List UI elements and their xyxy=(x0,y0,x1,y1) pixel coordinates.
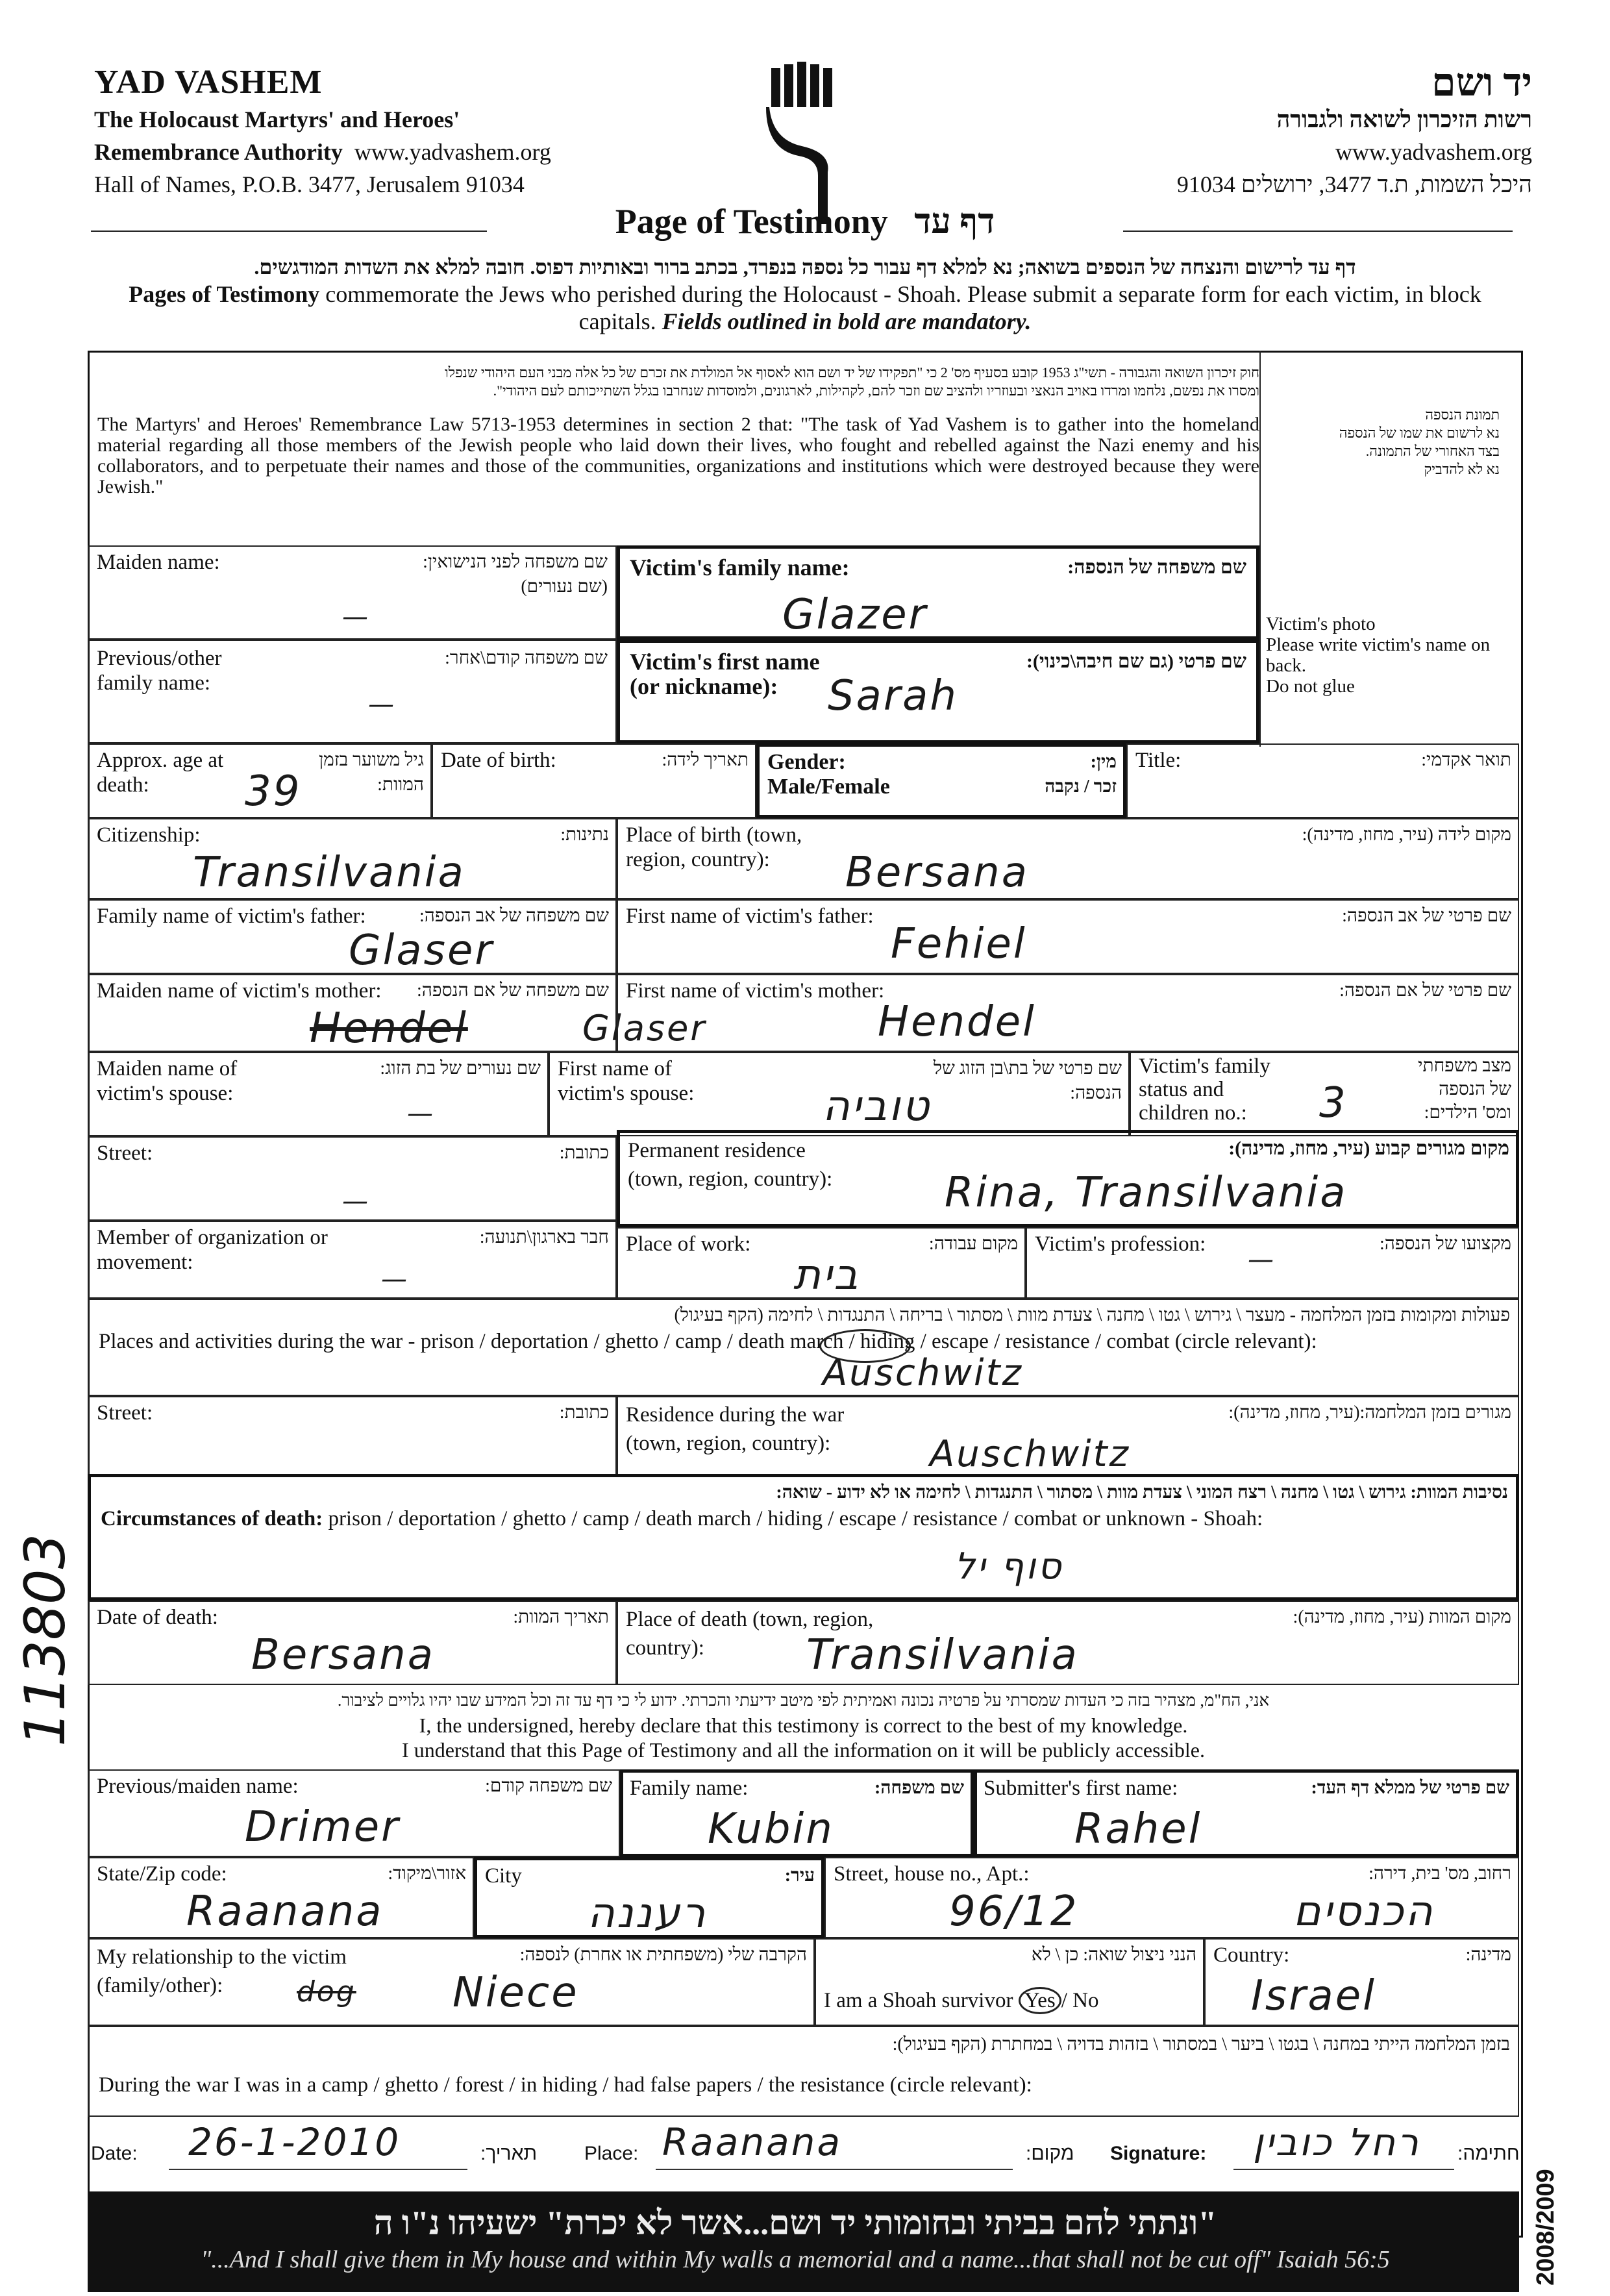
address-cell[interactable] xyxy=(824,1857,1519,1938)
mother-maiden-struck: Hendel xyxy=(310,1004,468,1053)
first-name-label: Victim's first name (or nickname): xyxy=(630,649,820,699)
circumstances-label-text: prison / deportation / ghetto / camp / death march / hiding / escape / resistance / combat or unknown - Shoah: xyxy=(323,1507,1263,1530)
profession-label-he: מקצועו של הנספה: xyxy=(1379,1234,1511,1254)
father-family-label-he: שם משפחה של אב הנספה: xyxy=(419,906,609,926)
submitter-first-label: Submitter's first name: xyxy=(984,1777,1178,1800)
death-place-value: Transilvania xyxy=(806,1631,1079,1679)
signature-label-he: חתימה: xyxy=(1457,2143,1520,2164)
declaration xyxy=(88,1688,1519,1762)
law-text xyxy=(97,364,1259,497)
header-hebrew xyxy=(1177,62,1532,201)
submitter-first-label-he: שם פרטי של ממלא דף העד: xyxy=(1311,1778,1509,1798)
maiden-name-cell[interactable] xyxy=(88,545,617,640)
dob-cell[interactable] xyxy=(432,743,756,818)
family-name-label: Victim's family name: xyxy=(630,555,850,580)
relation-label: My relationship to the victim (family/other): xyxy=(97,1945,347,1997)
date-label-he: תאריך: xyxy=(480,2143,538,2164)
work-place-label: Place of work: xyxy=(626,1232,751,1256)
submitter-first-cell[interactable] xyxy=(974,1769,1519,1857)
spouse-first-label: First name of victim's spouse: xyxy=(558,1057,695,1105)
city-label: City xyxy=(485,1864,522,1888)
year-stamp: 2008/2009 xyxy=(1532,2169,1559,2286)
zip-value: Raanana xyxy=(186,1888,384,1936)
spouse-first-value: טוביה xyxy=(823,1082,932,1130)
survivor-yes[interactable]: Yes xyxy=(1019,1987,1061,2014)
circumstances-label-bold: Circumstances of death: xyxy=(101,1507,323,1530)
activities-value: Auschwitz xyxy=(823,1352,1023,1394)
spouse-first-label-he: שם פרטי של בת\בן הזוג של הנספה: xyxy=(933,1058,1122,1103)
org-address-he: היכל השמות, ת.ד 3477, ירושלים 91034 xyxy=(1176,171,1532,197)
gender-label: Gender: Male/Female xyxy=(767,750,890,799)
age-value: 39 xyxy=(245,767,302,816)
death-date-label-he: תאריך המוות: xyxy=(513,1607,609,1627)
activities-cell[interactable] xyxy=(88,1299,1519,1396)
submitter-first-value: Rahel xyxy=(1074,1805,1202,1853)
intro-en-bold: Pages of Testimony xyxy=(129,281,320,307)
dob-label-he: תאריך לידה: xyxy=(662,750,749,770)
org-name: YAD VASHEM xyxy=(94,64,323,101)
family-name-label-he: שם משפחה של הנספה: xyxy=(1067,556,1246,578)
maiden-name-label: Maiden name: xyxy=(97,551,220,574)
place-value[interactable]: Raanana xyxy=(662,2120,842,2164)
father-family-label: Family name of victim's father: xyxy=(97,905,366,928)
page-title xyxy=(0,201,1610,242)
country-label-he: מדינה: xyxy=(1465,1945,1511,1965)
work-place-cell[interactable] xyxy=(617,1227,1026,1299)
organization-value: — xyxy=(381,1264,409,1294)
war-street-cell[interactable] xyxy=(88,1396,617,1477)
war-residence-label-he: מגורים בזמן המלחמה:(עיר, מחוז, מדינה): xyxy=(1228,1403,1511,1423)
age-label: Approx. age at death: xyxy=(97,749,224,797)
photo-instructions-he: תמונת הנספה נא לרשום את שמו של הנספה בצד האחורי של התמונה. נא לא להדביק xyxy=(1339,406,1500,477)
street-value: — xyxy=(342,1186,370,1216)
residence-cell[interactable] xyxy=(617,1130,1519,1227)
date-label: Date: xyxy=(91,2143,138,2164)
survivor-label-text: I am a Shoah survivor xyxy=(824,1989,1013,2012)
footer-quote-en: "...And I shall give them in My house and within My walls a memorial and a name...that shall not be cut off" Isaiah 56:5 xyxy=(201,2246,1390,2273)
circumstances-label xyxy=(101,1506,1263,1531)
prev-family-label: Previous/other family name: xyxy=(97,647,222,695)
address-label: Street, house no., Apt.: xyxy=(834,1862,1030,1886)
city-value: רעננה xyxy=(588,1890,708,1938)
survivor-label: I am a Shoah survivor Yes / No xyxy=(824,1988,1099,2013)
photo-instructions-en: Victim's photo Please write victim's name on back. Do not glue xyxy=(1266,614,1491,697)
submitter-family-value: Kubin xyxy=(708,1805,834,1853)
death-place-label: Place of death (town, region, country): xyxy=(626,1608,874,1660)
organization-label: Member of organization or movement: xyxy=(97,1226,328,1274)
spouse-maiden-cell[interactable] xyxy=(88,1052,549,1136)
city-label-he: עיר: xyxy=(784,1866,815,1886)
residence-value: Rina, Transilvania xyxy=(945,1169,1348,1217)
birth-place-label-he: מקום לידה (עיר, מחוז, מדינה): xyxy=(1302,825,1511,845)
relation-struck: dog xyxy=(297,1975,356,2008)
title-cell[interactable] xyxy=(1126,743,1519,818)
war-residence-label: Residence during the war (town, region, country): xyxy=(626,1403,845,1455)
header-english xyxy=(94,62,551,201)
residence-label-he: מקום מגורים קבוע (עיר, מחוז, מדינה): xyxy=(1228,1138,1509,1159)
first-name-value: Sarah xyxy=(828,672,958,720)
father-family-cell[interactable] xyxy=(88,899,617,974)
relation-cell[interactable] xyxy=(88,1938,815,2026)
circumstances-value: סוף יל xyxy=(954,1545,1063,1588)
prev-family-label-he: שם משפחה קודם\אחר: xyxy=(445,648,608,668)
war-residence-cell[interactable] xyxy=(617,1396,1519,1477)
signature-value[interactable]: רחל כובין xyxy=(1253,2120,1420,2164)
during-war-cell[interactable] xyxy=(88,2026,1519,2117)
relation-value: Niece xyxy=(452,1969,579,2017)
submitter-prev-label-he: שם משפחה קודם: xyxy=(485,1776,612,1796)
intro-en-mandatory: Fields outlined in bold are mandatory. xyxy=(662,308,1032,334)
mother-maiden-cell[interactable] xyxy=(88,974,707,1053)
title-label: Title: xyxy=(1135,749,1182,772)
footer-quote-he: "ונתתי להם בביתי ובחומותי יד ושם...אשר לא יכרת" ישעיהו נ"ו ה xyxy=(373,2205,1217,2242)
photo-divider xyxy=(1259,351,1261,747)
zip-cell[interactable] xyxy=(88,1857,474,1938)
prev-family-cell[interactable] xyxy=(88,640,617,743)
work-place-label-he: מקום עבודה: xyxy=(928,1234,1018,1254)
relation-label-he: הקרבה שלי (משפחתית או אחרת) לנספה: xyxy=(519,1945,807,1965)
declaration-he: אני, הח"מ, מצהיר בזה כי העדות שמסרתי על פרטיה נכונה ואמיתית לפי מיטב ידיעתי והכרתי. ידוע לי כי דף עד זה וכל המידע שבו יהיו גלויים לציבור. xyxy=(337,1691,1270,1710)
circumstances-label-he: נסיבות המוות: גירוש \ גטו \ מחנה \ רצח המוני \ צעדת מוות \ מסתור \ התנגדות \ לחימה או לא ידוע - שואה: xyxy=(776,1482,1508,1503)
place-label-he: מקום: xyxy=(1026,2143,1074,2164)
declaration-en-1: I, the undersigned, hereby declare that this testimony is correct to the best of my knowledge. xyxy=(419,1714,1188,1737)
title-he: דף עד xyxy=(914,202,995,241)
submitter-family-label: Family name: xyxy=(630,1777,749,1800)
birth-place-label: Place of birth (town, region, country): xyxy=(626,823,802,871)
submitter-prev-cell[interactable] xyxy=(88,1769,620,1857)
intro-en-text: commemorate the Jews who perished during the Holocaust - Shoah. Please submit a separate form for each victim, in block capitals. xyxy=(319,281,1481,334)
citizenship-label-he: נתינות: xyxy=(560,825,609,845)
dob-label: Date of birth: xyxy=(441,749,556,772)
profession-label: Victim's profession: xyxy=(1035,1232,1206,1256)
birth-place-cell[interactable] xyxy=(617,818,1519,899)
org-website-he: www.yadvashem.org xyxy=(1335,139,1532,165)
father-first-label: First name of victim's father: xyxy=(626,905,874,928)
submitter-prev-value: Drimer xyxy=(245,1803,401,1851)
mother-first-cell[interactable] xyxy=(617,974,1519,1052)
mother-first-label: First name of victim's mother: xyxy=(626,979,885,1003)
death-place-cell[interactable] xyxy=(617,1601,1519,1685)
spouse-maiden-label: Maiden name of victim's spouse: xyxy=(97,1057,238,1105)
age-cell[interactable] xyxy=(88,743,432,818)
org-line2: Remembrance Authority xyxy=(94,139,343,165)
first-name-label-he: שם פרטי (גם שם חיבה\כינוי): xyxy=(1026,651,1246,672)
org-address: Hall of Names, P.O.B. 3477, Jerusalem 91034 xyxy=(94,171,525,197)
intro xyxy=(91,253,1519,335)
survivor-cell[interactable] xyxy=(815,1938,1204,2026)
circumstances-cell[interactable] xyxy=(88,1474,1519,1601)
mother-first-label-he: שם פרטי של אם הנספה: xyxy=(1339,980,1511,1001)
submitter-prev-label: Previous/maiden name: xyxy=(97,1775,299,1798)
father-first-value: Fehiel xyxy=(891,920,1027,968)
signature-label: Signature: xyxy=(1110,2143,1207,2164)
street-cell[interactable] xyxy=(88,1136,617,1221)
address-value: 96/12 xyxy=(949,1888,1079,1936)
maiden-name-value: — xyxy=(342,602,370,632)
mother-maiden-label-he: שם משפחה של אם הנספה: xyxy=(417,980,609,1001)
submitter-family-label-he: שם משפחה: xyxy=(874,1778,964,1798)
zip-label-he: אזור\מיקוד: xyxy=(388,1864,466,1884)
first-name-cell[interactable] xyxy=(617,640,1259,743)
family-name-cell[interactable] xyxy=(617,545,1259,640)
title-label-he: תואר אקדמי: xyxy=(1421,750,1511,770)
date-value[interactable]: 26-1-2010 xyxy=(188,2120,401,2164)
place-label: Place: xyxy=(584,2143,639,2164)
death-place-label-he: מקום המוות (עיר, מחוז, מדינה): xyxy=(1293,1607,1511,1627)
org-line1-he: רשות הזיכרון לשואה ולגבורה xyxy=(1276,106,1532,132)
citizenship-label: Citizenship: xyxy=(97,823,201,847)
prev-family-value: — xyxy=(368,690,396,719)
organization-label-he: חבר בארגון\תנועה: xyxy=(479,1227,609,1247)
intro-en xyxy=(91,281,1519,335)
family-status-value: 3 xyxy=(1319,1079,1348,1127)
war-residence-value: Auschwitz xyxy=(930,1433,1130,1475)
survivor-label-he: הנני ניצול שואה: כן \ לא xyxy=(1031,1945,1196,1965)
family-name-value: Glazer xyxy=(782,591,928,639)
death-date-label: Date of death: xyxy=(97,1606,218,1629)
street-label: Street: xyxy=(97,1142,153,1165)
law-en: The Martyrs' and Heroes' Remembrance Law 5713-1953 determines in section 2 that: "The task of Yad Vashem is to gather into the homeland material regarding all those members of the Jewish people who laid down their lives, who fought and rebelled against the Nazi enemy and his collaborators, and to perpetuate their names and those of the communities, organizations and institutions which were destroyed because they were Jewish." xyxy=(97,414,1259,497)
survivor-no[interactable]: No xyxy=(1072,1989,1099,2012)
signature-line xyxy=(1233,2169,1454,2170)
father-first-label-he: שם פרטי של אב הנספה: xyxy=(1342,906,1511,926)
street-label-he: כתובת: xyxy=(559,1143,609,1163)
address-label-he: רחוב, מס' בית, דירה: xyxy=(1368,1864,1511,1884)
address-value-street: הכנסים xyxy=(1293,1888,1435,1936)
mother-first-value: Hendel xyxy=(878,998,1036,1046)
spouse-maiden-label-he: שם נעורים של בת הזוג: xyxy=(380,1058,541,1079)
date-line xyxy=(169,2169,467,2170)
father-first-cell[interactable] xyxy=(617,899,1519,974)
law-he-2: ומסרו את נפשם, נלחמו ומרדו באויב הנאצי ובעוזריו ולהציב שם וזכר להם, לקהילות, לארגונים, ולמוסדות שנחרבו בגלל השתייכותם לעם היהודי". xyxy=(493,382,1259,399)
death-date-value: Bersana xyxy=(251,1631,435,1679)
family-status-cell[interactable] xyxy=(1130,1052,1519,1136)
declaration-en-2: I understand that this Page of Testimony and all the information on it will be publicly accessible. xyxy=(402,1738,1205,1762)
organization-cell[interactable] xyxy=(88,1221,617,1299)
maiden-name-label-he: שם משפחה לפני הנישואין: (שם נעורים) xyxy=(423,552,608,597)
country-cell[interactable] xyxy=(1204,1938,1519,2026)
intro-he: דף עד לרישום והנצחה של הנספים בשואה; נא למלא דף עבור כל נספה בנפרד, בכתב ברור ובאותיות דפוס. חובה למלא את השדות המודגשים. xyxy=(254,255,1356,279)
place-line xyxy=(656,2169,1013,2170)
residence-label: Permanent residence (town, region, country): xyxy=(628,1139,833,1191)
city-cell[interactable] xyxy=(474,1857,824,1938)
country-value: Israel xyxy=(1251,1972,1376,2020)
profession-value: — xyxy=(1248,1245,1276,1275)
law-he-1: חוק זיכרון השואה והגבורה - תשי"ג 1953 קובע בסעיף מס' 2 כי "תפקידו של יד ושם הוא לאסוף אל המולדת את זכרם של כל אלה מבני העם היהודי שנפלו xyxy=(445,364,1259,381)
activities-label: Places and activities during the war - prison / deportation / ghetto / camp / death march / hiding / escape / resistance / combat (circle relevant): xyxy=(99,1330,1317,1353)
spouse-maiden-value: — xyxy=(407,1099,435,1129)
family-status-label-he: מצב משפחתי של הנספה ומס' הילדים: xyxy=(1418,1056,1511,1123)
birth-place-value: Bersana xyxy=(845,849,1029,897)
during-war-label: During the war I was in a camp / ghetto / forest / in hiding / had false papers / the resistance (circle relevant): xyxy=(99,2073,1032,2097)
side-record-number: 113803 xyxy=(13,1533,78,1747)
activities-label-he: פעולות ומקומות בזמן המלחמה - מעצר \ גירוש \ גטו \ מחנה \ צעדת מוות \ מסתור \ בריחה \ התנגדות \ לחימה (הקף בעיגול) xyxy=(674,1305,1510,1325)
citizenship-cell[interactable] xyxy=(88,818,617,899)
age-label-he: גיל משוער בזמן המוות: xyxy=(319,750,424,795)
org-website: www.yadvashem.org xyxy=(354,139,551,165)
family-status-label: Victim's family status and children no.: xyxy=(1139,1054,1270,1125)
citizenship-value: Transilvania xyxy=(193,849,465,897)
mother-maiden-value: Glaser xyxy=(582,1008,707,1049)
submitter-family-cell[interactable] xyxy=(620,1769,974,1857)
profession-cell[interactable] xyxy=(1026,1227,1519,1299)
during-war-label-he: בזמן המלחמה הייתי במחנה \ בגטו \ ביער \ במסתור \ בזהות בדויה \ במחתרת (הקף בעיגול): xyxy=(892,2034,1510,2054)
father-family-value: Glaser xyxy=(349,927,494,975)
org-name-he: יד ושם xyxy=(1431,61,1532,104)
work-place-value: בית xyxy=(793,1251,860,1299)
spouse-first-cell[interactable] xyxy=(549,1052,1130,1136)
war-street-label: Street: xyxy=(97,1401,153,1425)
gender-label-he: מין: זכר / נקבה xyxy=(1045,752,1117,797)
mother-maiden-label: Maiden name of victim's mother: xyxy=(97,979,382,1003)
yad-vashem-logo xyxy=(766,62,844,224)
death-date-cell[interactable] xyxy=(88,1601,617,1685)
war-street-label-he: כתובת: xyxy=(559,1403,609,1423)
org-line1: The Holocaust Martyrs' and Heroes' xyxy=(94,106,460,132)
title-en: Page of Testimony xyxy=(615,202,888,241)
gender-cell[interactable] xyxy=(756,743,1126,818)
country-label: Country: xyxy=(1213,1943,1290,1967)
zip-label: State/Zip code: xyxy=(97,1862,227,1886)
signoff-row xyxy=(91,2120,1520,2182)
